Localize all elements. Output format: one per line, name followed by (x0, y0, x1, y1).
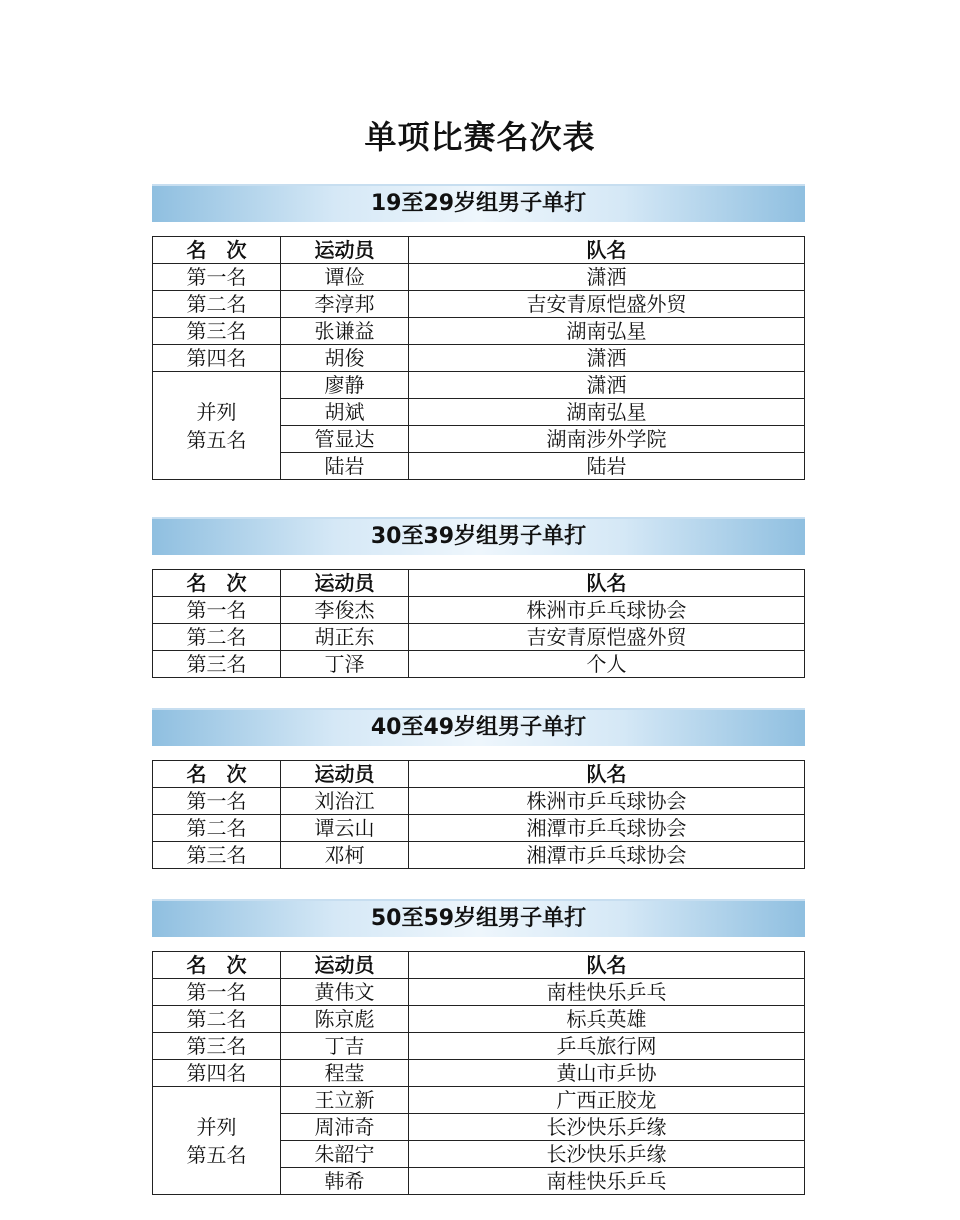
table-row (153, 1033, 805, 1060)
rank-cell: 第一名 (153, 979, 281, 1006)
rank-cell: 第二名 (153, 1006, 281, 1033)
section-19-29 (152, 184, 805, 480)
team-cell: 标兵英雄 (409, 1006, 805, 1033)
player-cell: 李淳邦 (281, 291, 409, 318)
player-cell: 周沛奇 (281, 1114, 409, 1141)
tied-rank-cell (153, 1087, 281, 1195)
team-cell: 个人 (409, 651, 805, 678)
rank-cell: 第三名 (153, 651, 281, 678)
rank-cell: 第一名 (153, 788, 281, 815)
rank-cell: 第三名 (153, 318, 281, 345)
rank-cell: 第三名 (153, 842, 281, 869)
table-row (153, 624, 805, 651)
player-cell: 黄伟文 (281, 979, 409, 1006)
team-cell: 潇洒 (409, 264, 805, 291)
player-header: 运动员 (281, 761, 409, 788)
table-row (153, 1006, 805, 1033)
team-header: 队名 (409, 761, 805, 788)
tied-rank-line2: 第五名 (186, 427, 247, 452)
page-title: 单项比赛名次表 (364, 118, 596, 156)
section-50-59 (152, 899, 805, 1195)
table-row (153, 597, 805, 624)
player-cell: 胡正东 (281, 624, 409, 651)
tied-rank-line1: 并列 (196, 399, 237, 424)
results-table (152, 951, 805, 1195)
team-cell: 湖南涉外学院 (409, 426, 805, 453)
team-cell: 广西正胶龙 (409, 1087, 805, 1114)
player-cell: 韩希 (281, 1168, 409, 1195)
rank-cell: 第三名 (153, 1033, 281, 1060)
team-cell: 南桂快乐乒乓 (409, 979, 805, 1006)
section-heading: 50至59岁组男子单打 (152, 899, 805, 937)
player-header: 运动员 (281, 952, 409, 979)
table-header-row (153, 237, 805, 264)
team-header: 队名 (409, 952, 805, 979)
rank-cell: 第四名 (153, 1060, 281, 1087)
table-row (153, 318, 805, 345)
player-header: 运动员 (281, 237, 409, 264)
team-cell: 黄山市乒协 (409, 1060, 805, 1087)
team-cell: 湖南弘星 (409, 318, 805, 345)
results-table (152, 569, 805, 678)
player-cell: 廖静 (281, 372, 409, 399)
results-table (152, 760, 805, 869)
team-cell: 湘潭市乒乓球协会 (409, 842, 805, 869)
player-cell: 王立新 (281, 1087, 409, 1114)
rank-cell: 第四名 (153, 345, 281, 372)
section-heading: 19至29岁组男子单打 (152, 184, 805, 222)
table-row (153, 264, 805, 291)
table-row (153, 788, 805, 815)
team-header: 队名 (409, 570, 805, 597)
team-cell: 潇洒 (409, 372, 805, 399)
player-cell: 谭云山 (281, 815, 409, 842)
rank-cell: 第二名 (153, 815, 281, 842)
results-table (152, 236, 805, 480)
section-heading: 30至39岁组男子单打 (152, 517, 805, 555)
rank-header: 名 次 (153, 761, 281, 788)
tied-rank-line1: 并列 (196, 1114, 237, 1139)
team-cell: 吉安青原恺盛外贸 (409, 624, 805, 651)
team-cell: 乒乓旅行网 (409, 1033, 805, 1060)
tied-rank-line2: 第五名 (186, 1142, 247, 1167)
table-header-row (153, 761, 805, 788)
table-row (153, 842, 805, 869)
table-row (153, 1060, 805, 1087)
table-row (153, 979, 805, 1006)
table-row (153, 291, 805, 318)
rank-header: 名 次 (153, 237, 281, 264)
table-header-row (153, 952, 805, 979)
player-cell: 陆岩 (281, 453, 409, 480)
team-header: 队名 (409, 237, 805, 264)
player-header: 运动员 (281, 570, 409, 597)
player-cell: 朱韶宁 (281, 1141, 409, 1168)
team-cell: 湖南弘星 (409, 399, 805, 426)
player-cell: 程莹 (281, 1060, 409, 1087)
team-cell: 陆岩 (409, 453, 805, 480)
section-40-49 (152, 708, 805, 869)
player-cell: 丁吉 (281, 1033, 409, 1060)
player-cell: 陈京彪 (281, 1006, 409, 1033)
table-row (153, 1087, 805, 1114)
table-row (153, 372, 805, 399)
rank-cell: 第一名 (153, 264, 281, 291)
team-cell: 吉安青原恺盛外贸 (409, 291, 805, 318)
rank-cell: 第二名 (153, 291, 281, 318)
player-cell: 谭俭 (281, 264, 409, 291)
player-cell: 胡斌 (281, 399, 409, 426)
player-cell: 李俊杰 (281, 597, 409, 624)
player-cell: 张谦益 (281, 318, 409, 345)
player-cell: 丁泽 (281, 651, 409, 678)
team-cell: 南桂快乐乒乓 (409, 1168, 805, 1195)
rank-cell: 第二名 (153, 624, 281, 651)
section-30-39 (152, 517, 805, 678)
player-cell: 胡俊 (281, 345, 409, 372)
team-cell: 潇洒 (409, 345, 805, 372)
team-cell: 长沙快乐乒缘 (409, 1114, 805, 1141)
section-heading: 40至49岁组男子单打 (152, 708, 805, 746)
table-header-row (153, 570, 805, 597)
team-cell: 株洲市乒乓球协会 (409, 597, 805, 624)
table-row (153, 651, 805, 678)
rank-header: 名 次 (153, 570, 281, 597)
team-cell: 株洲市乒乓球协会 (409, 788, 805, 815)
rank-cell: 第一名 (153, 597, 281, 624)
team-cell: 长沙快乐乒缘 (409, 1141, 805, 1168)
player-cell: 邓柯 (281, 842, 409, 869)
table-row (153, 815, 805, 842)
player-cell: 刘治江 (281, 788, 409, 815)
rank-header: 名 次 (153, 952, 281, 979)
player-cell: 管显达 (281, 426, 409, 453)
table-row (153, 345, 805, 372)
tied-rank-cell (153, 372, 281, 480)
team-cell: 湘潭市乒乓球协会 (409, 815, 805, 842)
